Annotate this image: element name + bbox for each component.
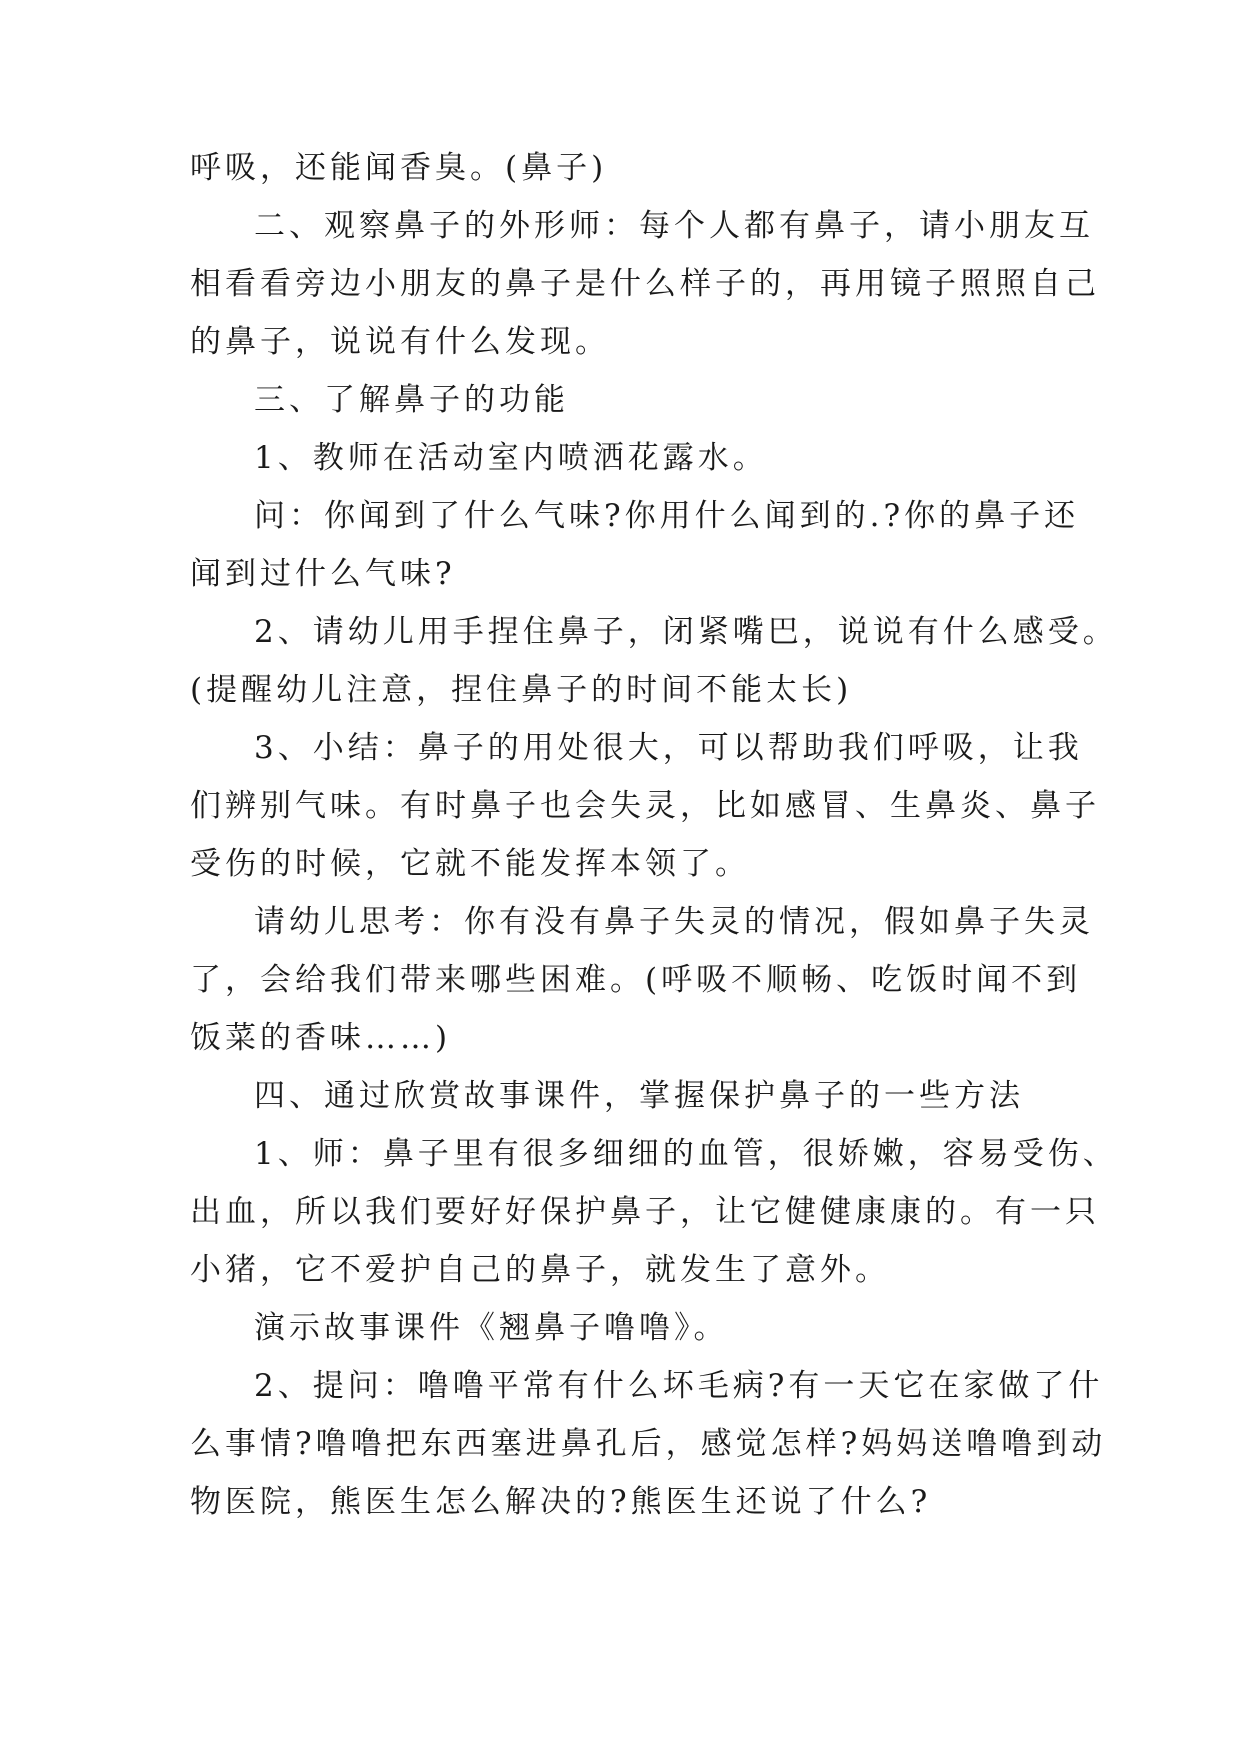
text-line: 3、小结：鼻子的用处很大，可以帮助我们呼吸，让我 xyxy=(254,730,1083,766)
text-line: 闻到过什么气味? xyxy=(190,556,456,592)
text-line: 出血，所以我们要好好保护鼻子，让它健健康康的。有一只 xyxy=(190,1194,1100,1230)
text-line: 饭菜的香味……) xyxy=(190,1020,452,1056)
text-line: 小猪，它不爱护自己的鼻子，就发生了意外。 xyxy=(190,1252,890,1288)
text-line: 四、通过欣赏故事课件，掌握保护鼻子的一些方法 xyxy=(254,1078,1024,1114)
text-line: 了，会给我们带来哪些困难。(呼吸不顺畅、吃饭时闻不到 xyxy=(190,962,1082,998)
text-line: 们辨别气味。有时鼻子也会失灵，比如感冒、生鼻炎、鼻子 xyxy=(190,788,1100,824)
text-line: 相看看旁边小朋友的鼻子是什么样子的，再用镜子照照自己 xyxy=(190,266,1100,302)
text-line: 受伤的时候，它就不能发挥本领了。 xyxy=(190,846,750,882)
text-line: 三、了解鼻子的功能 xyxy=(254,382,569,418)
text-line: 请幼儿思考：你有没有鼻子失灵的情况，假如鼻子失灵 xyxy=(254,904,1094,940)
text-line: 呼吸，还能闻香臭。(鼻子) xyxy=(190,150,608,186)
text-line: 么事情?噜噜把东西塞进鼻孔后，感觉怎样?妈妈送噜噜到动 xyxy=(190,1426,1107,1462)
text-line: 二、观察鼻子的外形师：每个人都有鼻子，请小朋友互 xyxy=(254,208,1094,244)
text-line: (提醒幼儿注意，捏住鼻子的时间不能太长) xyxy=(190,672,853,708)
text-line: 物医院，熊医生怎么解决的?熊医生还说了什么? xyxy=(190,1484,932,1520)
text-line: 2、提问：噜噜平常有什么坏毛病?有一天它在家做了什 xyxy=(254,1368,1104,1404)
text-line: 问：你闻到了什么气味?你用什么闻到的.?你的鼻子还 xyxy=(254,498,1080,534)
text-line: 演示故事课件《翘鼻子噜噜》。 xyxy=(254,1310,729,1346)
text-line: 1、教师在活动室内喷洒花露水。 xyxy=(254,440,768,476)
text-line: 1、师：鼻子里有很多细细的血管，很娇嫩，容易受伤、 xyxy=(254,1136,1118,1172)
text-line: 2、请幼儿用手捏住鼻子，闭紧嘴巴，说说有什么感受。 xyxy=(254,614,1118,650)
text-line: 的鼻子，说说有什么发现。 xyxy=(190,324,610,360)
